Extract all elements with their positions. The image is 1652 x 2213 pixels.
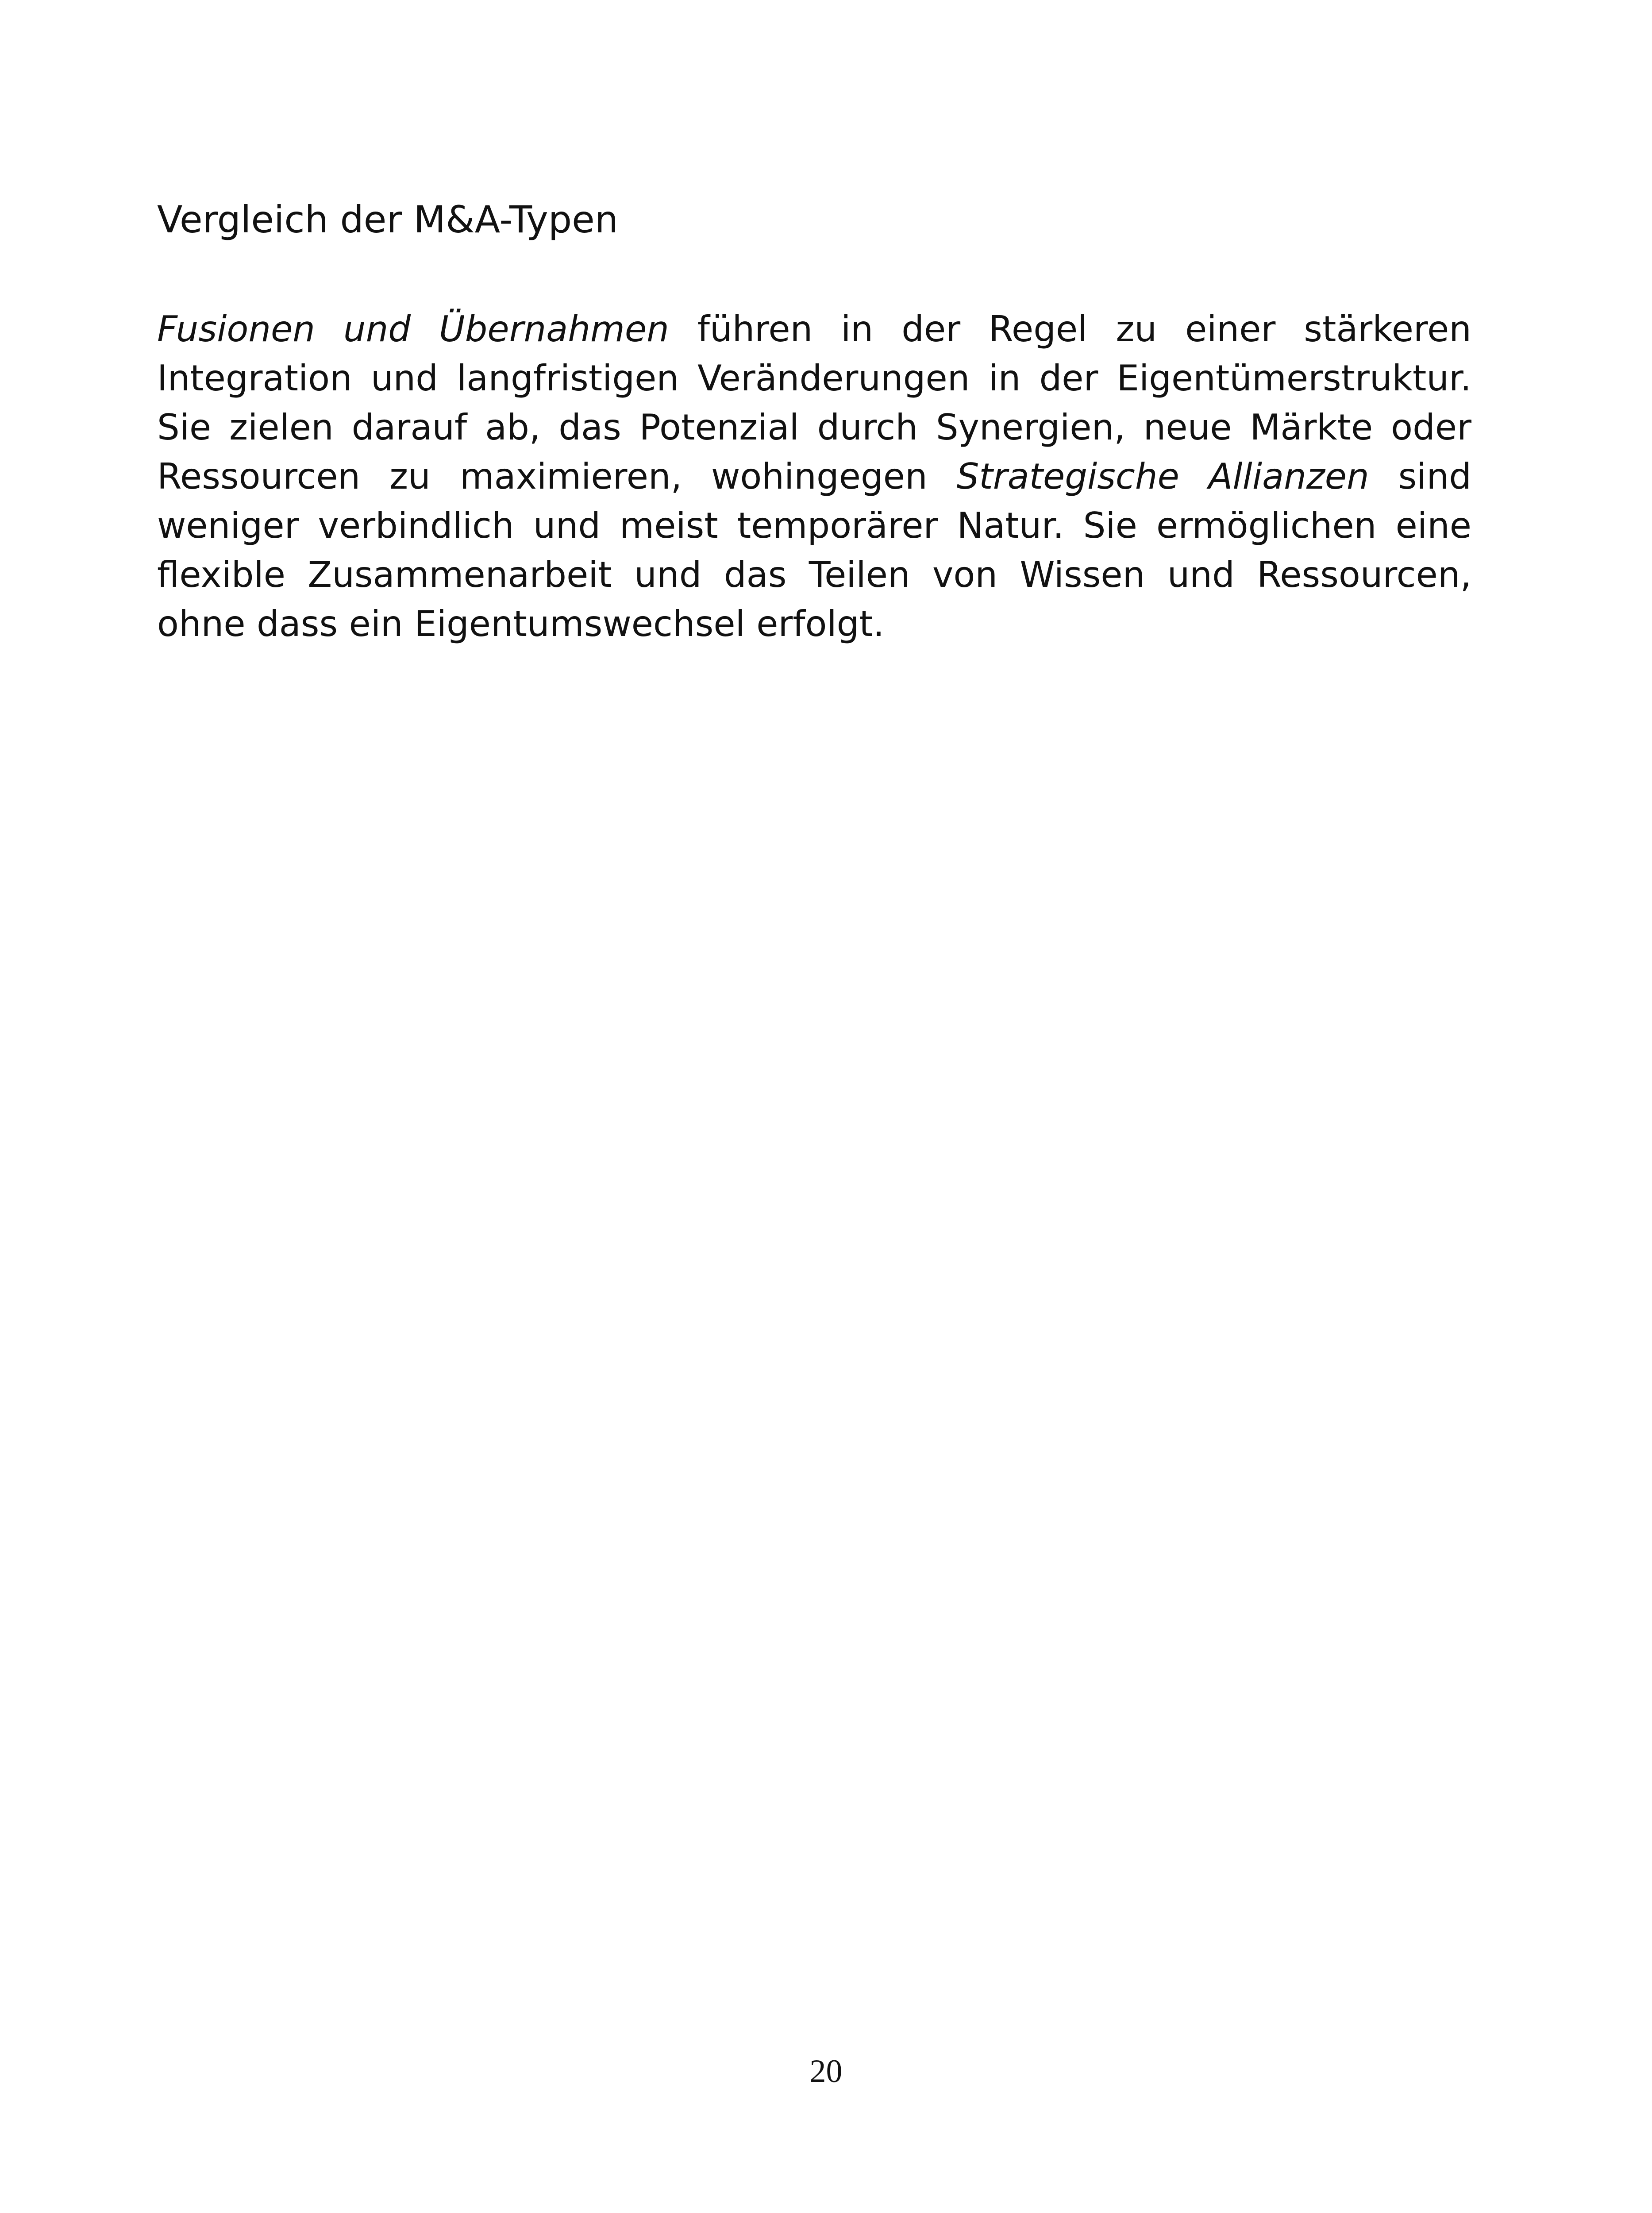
body-paragraph bbox=[157, 305, 1471, 648]
paragraph-text-part-1: führen in der Regel zu einer stärkeren Integration und langfristigen Veränderungen in der Eigentümerstruktur. Sie zielen darauf ab, das Potenzial durch Synergien, neue Märkte oder Ressourcen zu maximieren, wohingegen bbox=[157, 308, 1471, 497]
paragraph-text-part-2: sind weniger verbindlich und meist temporärer Natur. Sie ermöglichen eine flexible Zusammenarbeit und das Teilen von Wissen und Ressourcen, ohne dass ein Eigentumswechsel erfolgt. bbox=[157, 456, 1472, 644]
emphasis-allianzen: Strategische Allianzen bbox=[956, 456, 1369, 497]
section-heading: Vergleich der M&A-Typen bbox=[157, 198, 619, 241]
emphasis-fusionen: Fusionen und Übernahmen bbox=[157, 308, 669, 350]
page-number: 20 bbox=[809, 2053, 843, 2090]
